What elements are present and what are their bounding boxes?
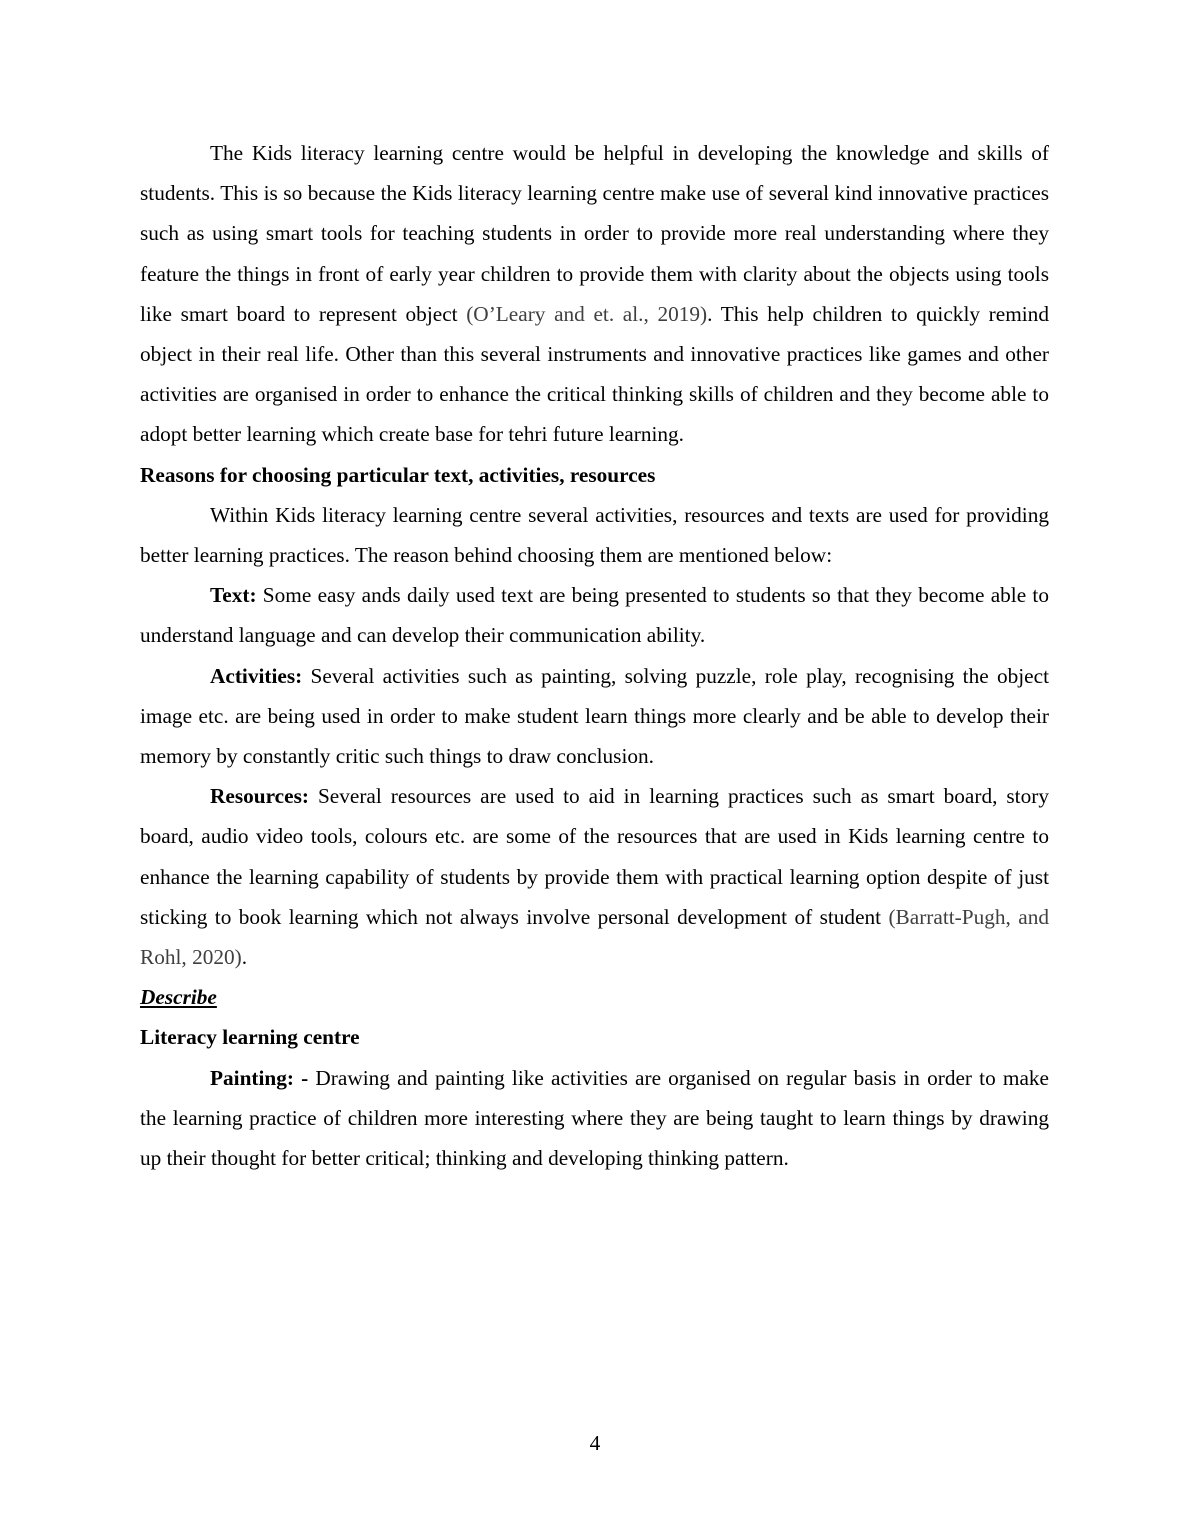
- activities-item-label: Activities:: [210, 663, 303, 688]
- text-item-body: Some easy ands daily used text are being presented to students so that they become able to understand language and can develop their communication ability.: [140, 583, 1049, 648]
- page-number: 4: [589, 1431, 601, 1455]
- intro-text: The Kids literacy learning centre would be helpful in developing the knowledge and skills of students. This is so because the Kids literacy learning centre make use of several kind innovative practices such as using smart tools for teaching students in order to provide more real understanding where they feature the things in front of early year children to provide them with clarity about the objects using tools like smart board to represent object: [140, 141, 1049, 326]
- resources-item-paragraph: [140, 776, 1049, 977]
- citation-barratt-pugh: (Barratt-Pugh, and Rohl, 2020): [140, 904, 1049, 970]
- resources-item-body: Several resources are used to aid in learning practices such as smart board, story board, audio video tools, colours etc. are some of the resources that are used in Kids learning centre to enhance the learning capability of students by provide them with practical learning option despite of just sticking to book learning which not always involve personal development of student: [140, 784, 1049, 929]
- activities-item-body: Several activities such as painting, solving puzzle, role play, recognising the object image etc. are being used in order to make student learn things more clearly and be able to develop their memory by constantly critic such things to draw conclusion.: [140, 663, 1049, 769]
- text-item-paragraph: [140, 575, 1049, 655]
- activities-item-paragraph: [140, 656, 1049, 777]
- reasons-paragraph: Within Kids literacy learning centre several activities, resources and texts are used for providing better learning practices. The reason behind choosing them are mentioned below:: [140, 502, 1049, 568]
- section-heading-reasons: Reasons for choosing particular text, activities, resources: [140, 462, 656, 487]
- section-heading-literacy-centre: Literacy learning centre: [140, 1025, 360, 1050]
- intro-paragraph: [140, 133, 1049, 455]
- citation-oleary: (O’Leary and et. al., 2019): [466, 301, 708, 326]
- painting-item-paragraph: [140, 1058, 1049, 1179]
- painting-item-label: Painting: -: [210, 1065, 309, 1090]
- text-item-label: Text:: [210, 583, 257, 608]
- section-heading-describe: Describe: [140, 985, 217, 1010]
- resources-item-label: Resources:: [210, 784, 309, 809]
- page-body: [140, 133, 1049, 1178]
- intro-text-continued: . This help children to quickly remind object in their real life. Other than this several instruments and innovative practices like games and other activities are organised in order to enhance the critical thinking skills of children and they become able to adopt better learning which create base for tehri future learning.: [140, 301, 1049, 447]
- painting-item-body: Drawing and painting like activities are organised on regular basis in order to make the learning practice of children more interesting where they are being taught to learn things by drawing up their thought for better critical; thinking and developing thinking pattern.: [140, 1065, 1050, 1171]
- resources-item-end: .: [241, 945, 248, 970]
